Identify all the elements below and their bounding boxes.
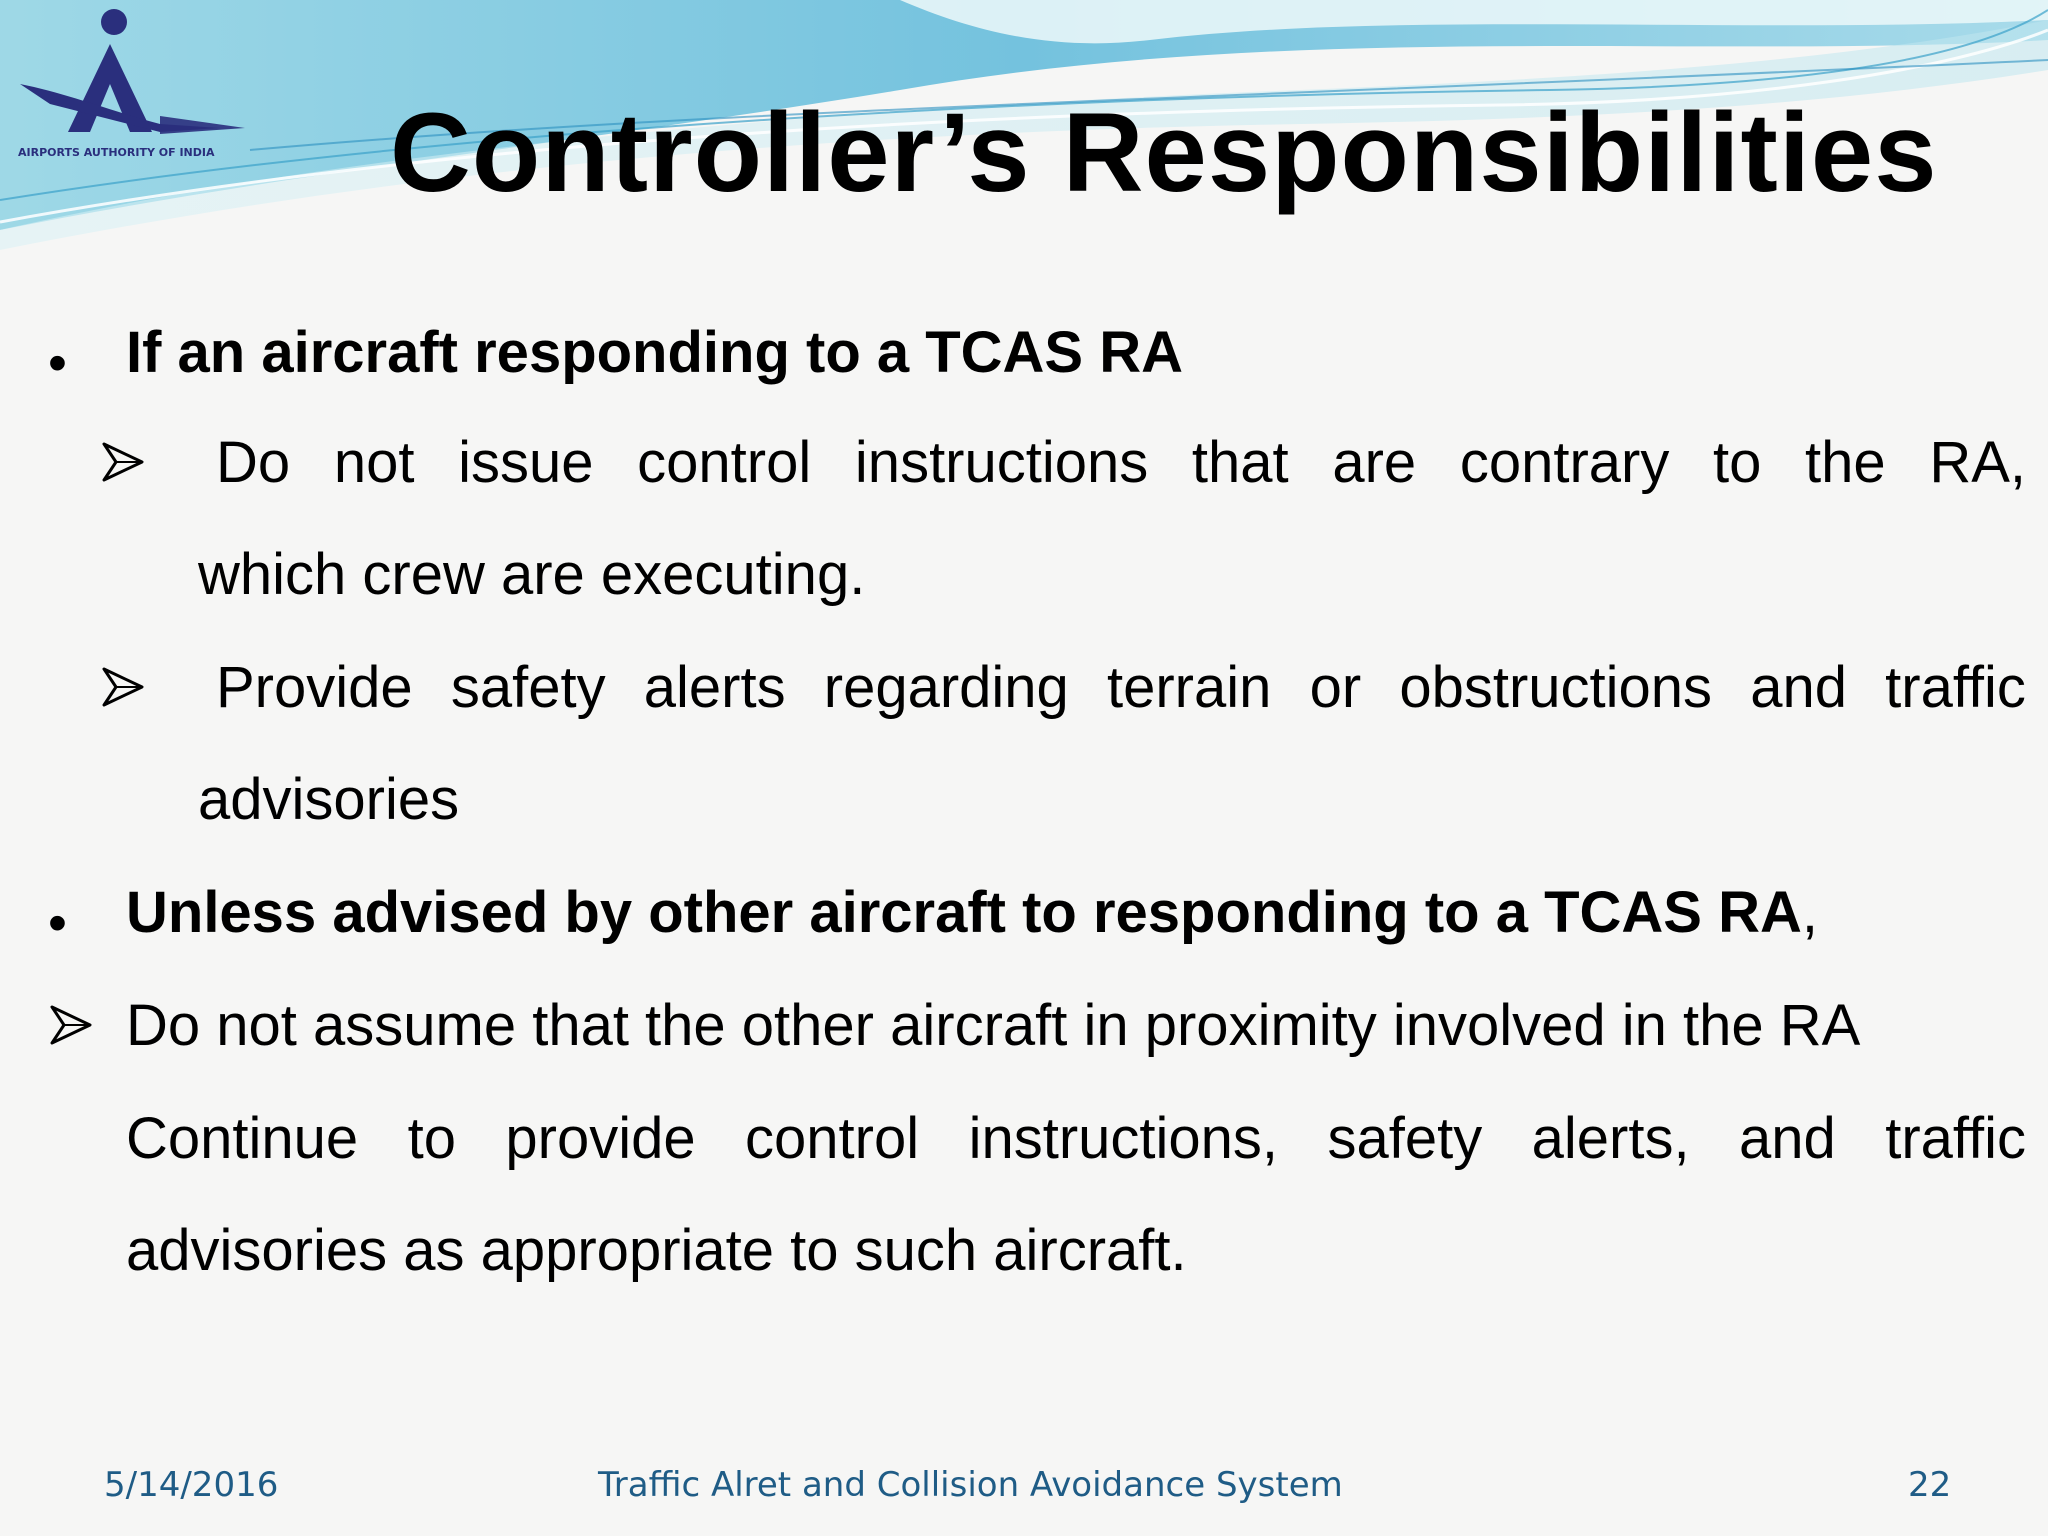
sub-bullet-1-word: issue — [458, 430, 594, 495]
logo-org-text: AIRPORTS AUTHORITY OF INDIA — [18, 146, 215, 159]
sub-bullet-1-word: are — [1332, 430, 1417, 495]
footer-date: 5/14/2016 — [104, 1465, 279, 1505]
sub-bullet-2-word: alerts — [643, 655, 786, 720]
sub-bullet-1-line-2: which crew are executing. — [198, 542, 866, 607]
sub-bullet-2-word: terrain — [1106, 655, 1272, 720]
sub-bullet-2-word: safety — [450, 655, 606, 720]
arrow-bullet-icon — [102, 665, 146, 709]
sub-bullet-1-word: to — [1712, 430, 1762, 495]
sub-bullet-2-word: or — [1309, 655, 1362, 720]
footer-title: Traffic Alret and Collision Avoidance System — [598, 1465, 1343, 1505]
sub-bullet-1-word: instructions — [854, 430, 1149, 495]
bullet-dot-icon: • — [48, 893, 67, 953]
sub-bullet-2-word: regarding — [823, 655, 1069, 720]
sub-bullet-3-word: traffic — [1885, 1106, 2026, 1171]
sub-bullet-3-line-3: advisories as appropriate to such aircraft. — [126, 1218, 1187, 1283]
sub-bullet-2-line-2: advisories — [198, 767, 460, 832]
sub-bullet-3-word: provide — [505, 1106, 696, 1171]
sub-bullet-3-word: instructions, — [968, 1106, 1279, 1171]
sub-bullet-3-word: alerts, — [1531, 1106, 1690, 1171]
bullet-1-text: If an aircraft responding to a TCAS RA — [126, 320, 1183, 385]
arrow-bullet-icon — [102, 440, 146, 484]
sub-bullet-1-word: Do — [216, 430, 291, 495]
sub-bullet-1-word: RA, — [1929, 430, 2026, 495]
sub-bullet-1-word: the — [1805, 430, 1886, 495]
sub-bullet-2-word: and — [1750, 655, 1847, 720]
sub-bullet-1-word: contrary — [1459, 430, 1670, 495]
footer-page-number: 22 — [1908, 1465, 1952, 1505]
sub-bullet-1-word: that — [1191, 430, 1289, 495]
sub-bullet-2-word: Provide — [216, 655, 413, 720]
slide-title: Controller’s Responsibilities — [390, 90, 1938, 215]
sub-bullet-2-word: obstructions — [1399, 655, 1713, 720]
sub-bullet-2-line-1 — [216, 655, 2026, 720]
sub-bullet-2-word: traffic — [1885, 655, 2026, 720]
sub-bullet-1-word: control — [637, 430, 812, 495]
bullet-2-bold-text: Unless advised by other aircraft to responding to a TCAS RA — [126, 880, 1802, 945]
sub-bullet-3-line-1: Do not assume that the other aircraft in proximity involved in the RA — [126, 993, 1861, 1058]
sub-bullet-3-word: Continue — [126, 1106, 359, 1171]
sub-bullet-3-word: control — [745, 1106, 920, 1171]
sub-bullet-3-line-2 — [126, 1106, 2026, 1171]
sub-bullet-3-word: to — [407, 1106, 456, 1171]
sub-bullet-3-word: and — [1739, 1106, 1836, 1171]
bullet-2-tail: , — [1801, 880, 1818, 945]
bullet-2-text — [126, 880, 1818, 945]
sub-bullet-1-line-1 — [216, 430, 2026, 495]
bullet-dot-icon: • — [48, 333, 67, 393]
sub-bullet-1-word: not — [333, 430, 415, 495]
arrow-bullet-icon — [50, 1003, 94, 1047]
sub-bullet-3-word: safety — [1327, 1106, 1483, 1171]
